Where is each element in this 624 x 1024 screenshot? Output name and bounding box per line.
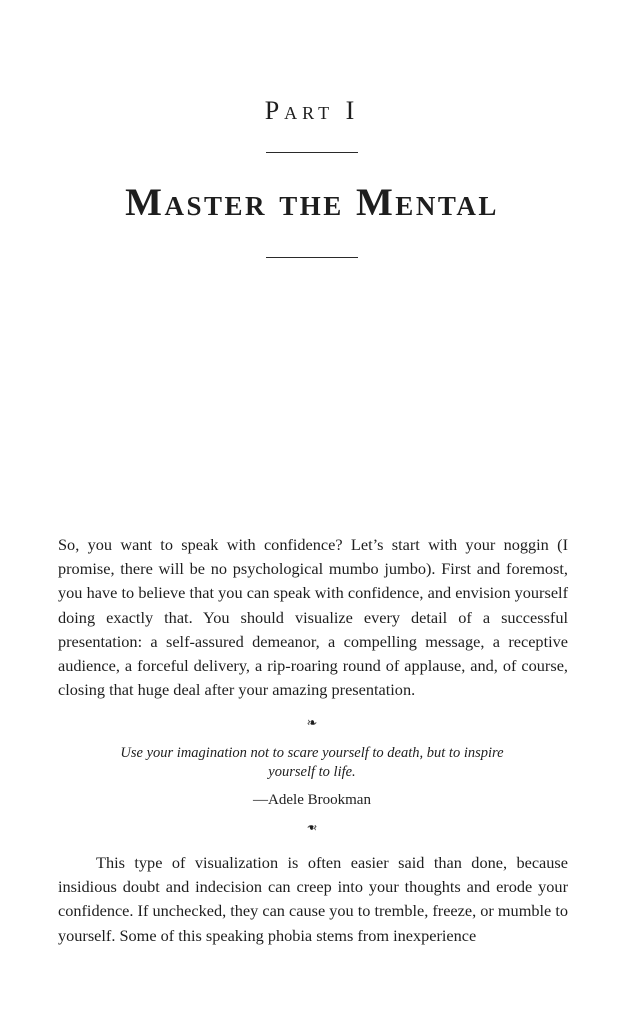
title-rule-bottom (266, 257, 358, 258)
epigraph-quote: Use your imagination not to scare yourself to death, but to inspire yourself to life. (120, 745, 504, 780)
title-rule-top (266, 152, 358, 153)
fleuron-icon-top: ❧ (306, 715, 318, 730)
body-paragraph-1: So, you want to speak with confidence? Let’s start with your noggin (I promise, there will be no psychological mumbo jumbo). First and foremost, you have to believe that you can speak with confidence, and envision yourself doing exactly that. You should visualize every detail of a successful presentation: a self-assured demeanor, a compelling message, a receptive audience, a forceful delivery, a rip-roaring round of applause, and, of course, closing that huge deal after your amazing presentation. (58, 535, 568, 700)
epigraph-attribution: —Adele Brookman (253, 792, 371, 808)
fleuron-icon-bottom: ❧ (306, 820, 318, 835)
body-paragraph-2: This type of visualization is often easier said than done, because insidious doubt and indecision can creep into your thoughts and erode your confidence. If unchecked, they can cause you to tremble, freeze, or mumble to yourself. Some of this speaking phobia stems from inexperience (58, 853, 568, 945)
part-label: Part I (264, 96, 360, 125)
chapter-title: Master the Mental (125, 181, 499, 224)
